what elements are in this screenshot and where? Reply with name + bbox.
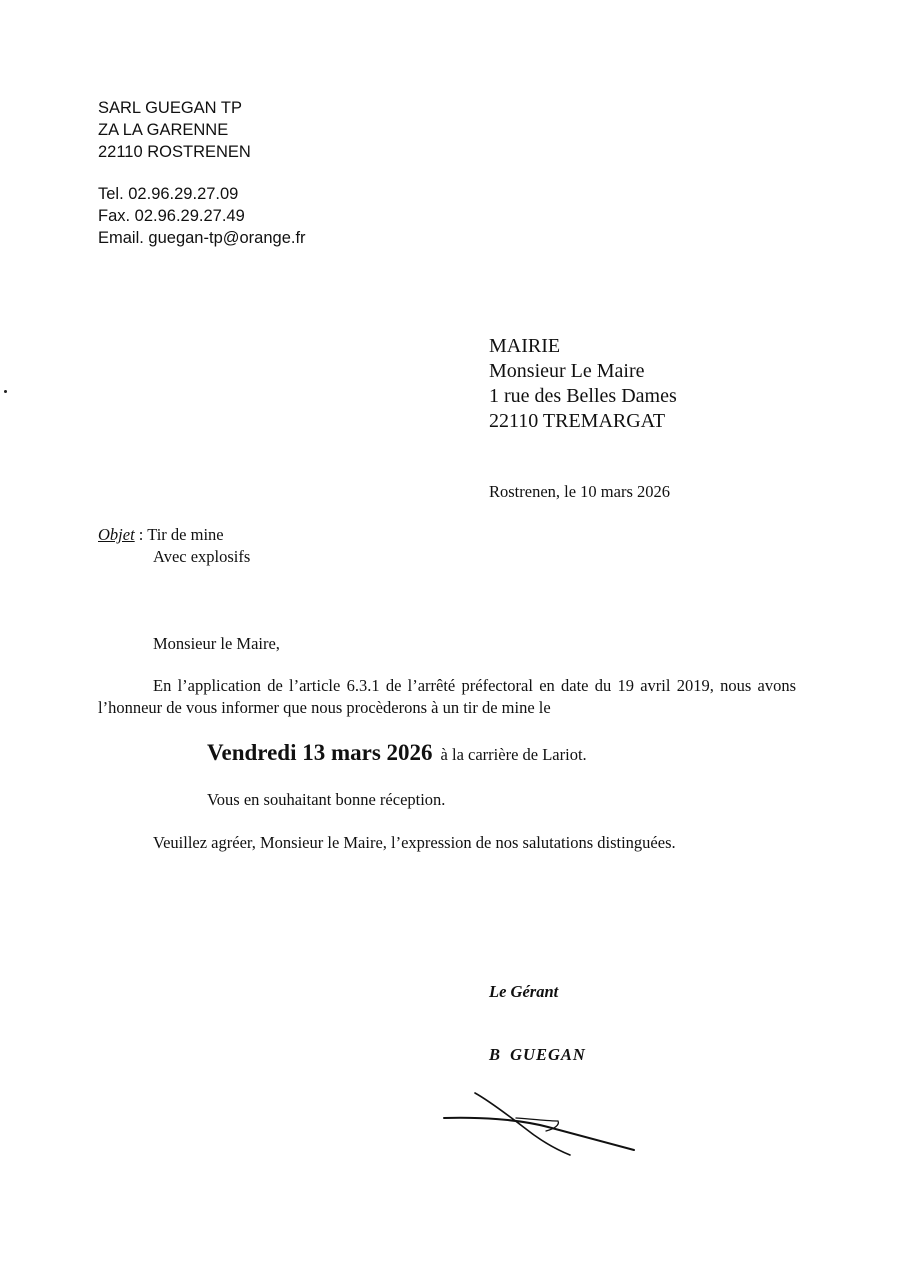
event-date: Vendredi 13 mars 2026 [207, 740, 433, 765]
subject-line-1: Tir de mine [147, 525, 224, 544]
handwritten-signature [438, 1085, 648, 1160]
recipient-line-3: 1 rue des Belles Dames [489, 385, 677, 407]
sender-email: Email. guegan-tp@orange.fr [98, 229, 306, 247]
body-paragraph: En l’application de l’article 6.3.1 de l’arrêté préfectoral en date du 19 avril 2019, nous avons l’honneur de vous informer que nous procèderons à un tir de mine le [98, 676, 796, 717]
subject-line-2: Avec explosifs [153, 547, 251, 566]
recipient-line-2: Monsieur Le Maire [489, 360, 645, 382]
event-line [207, 740, 587, 766]
subject-block [98, 524, 250, 568]
sender-street: ZA LA GARENNE [98, 121, 229, 139]
place-date: Rostrenen, le 10 mars 2026 [489, 482, 671, 501]
salutation: Monsieur le Maire, [153, 634, 280, 653]
sender-address [98, 97, 251, 163]
sender-fax: Fax. 02.96.29.27.49 [98, 207, 245, 225]
subject-label: Objet [98, 525, 135, 544]
subject-separator: : [134, 525, 148, 544]
event-place: à la carrière de Lariot. [440, 745, 587, 764]
sender-city: 22110 ROSTRENEN [98, 143, 251, 161]
recipient-line-4: 22110 TREMARGAT [489, 410, 666, 432]
sender-tel: Tel. 02.96.29.27.09 [98, 185, 239, 203]
wishes-line: Vous en souhaitant bonne réception. [207, 790, 446, 809]
subject-first-line [98, 524, 250, 546]
margin-mark [4, 390, 7, 393]
sender-company: SARL GUEGAN TP [98, 99, 242, 117]
signer-title: Le Gérant [489, 982, 559, 1001]
recipient-address [489, 334, 677, 434]
signer-name: B GUEGAN [489, 1045, 586, 1064]
sender-contact [98, 183, 306, 249]
closing-line: Veuillez agréer, Monsieur le Maire, l’expression de nos salutations distinguées. [153, 833, 676, 852]
recipient-line-1: MAIRIE [489, 335, 561, 357]
